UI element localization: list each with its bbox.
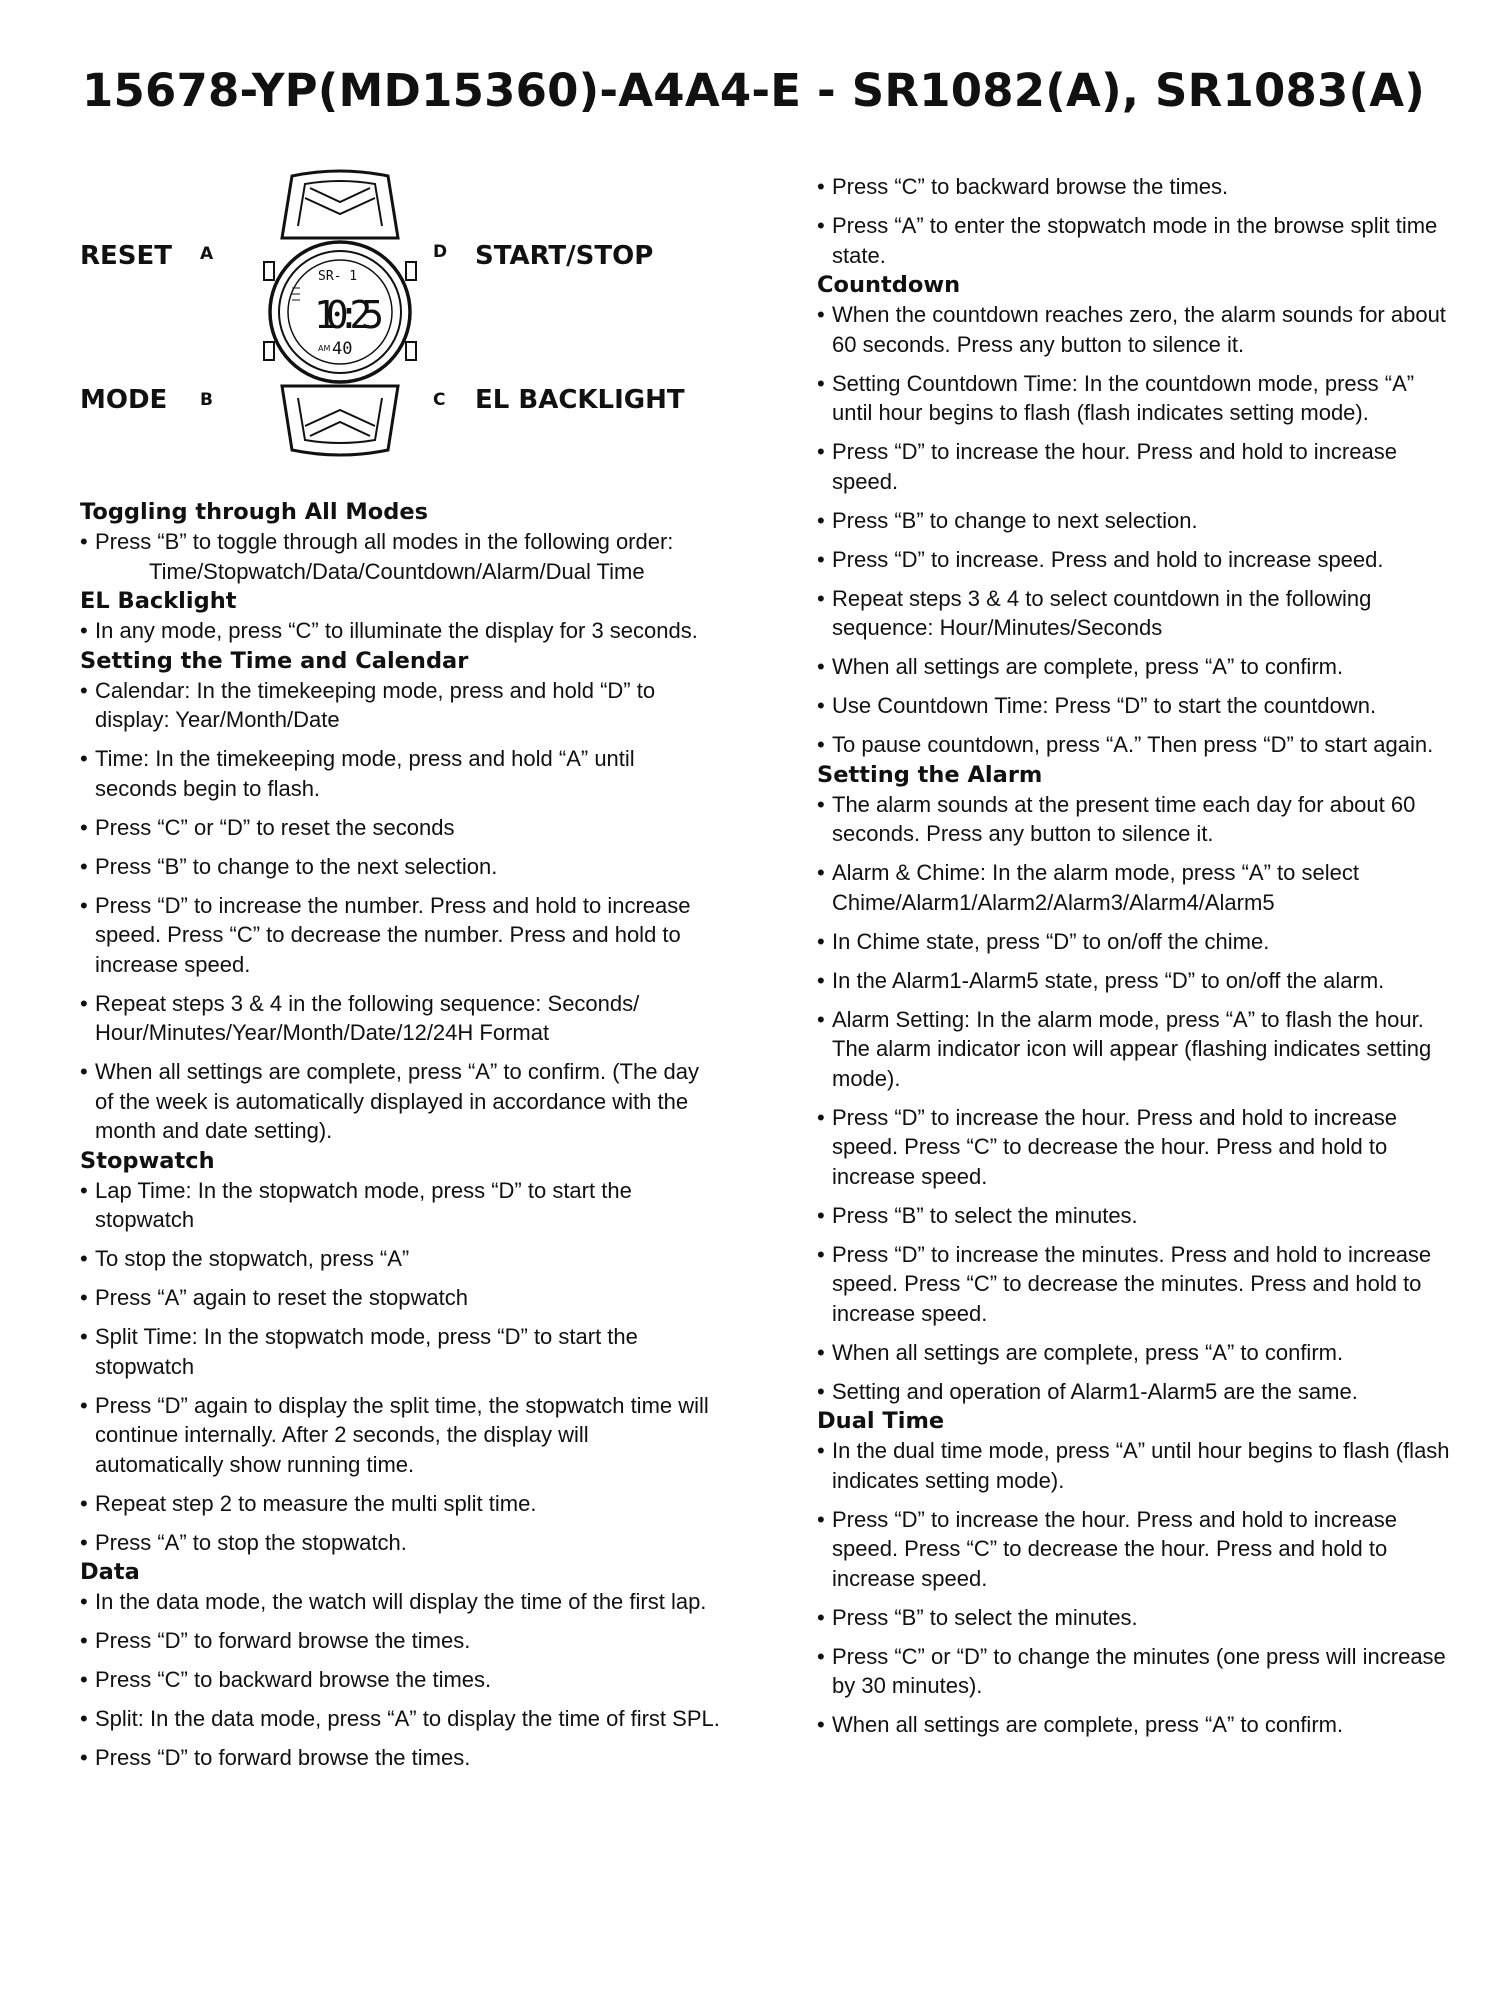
list-item: • The alarm sounds at the present time each day for about 60 seconds. Press any button to silence it. bbox=[817, 790, 1457, 849]
list-item: • Press “D” to increase. Press and hold to increase speed. bbox=[817, 545, 1457, 575]
button-a-letter: A bbox=[200, 244, 214, 264]
section-title-alarm: Setting the Alarm bbox=[817, 761, 1043, 788]
page-title: 15678-YP(MD15360)-A4A4-E - SR1082(A), SR1083(A) bbox=[82, 64, 1426, 117]
list-item: • Press “B” to change to next selection. bbox=[817, 506, 1457, 536]
list-item: • Press “A” to enter the stopwatch mode in the browse split time state. bbox=[817, 211, 1457, 270]
data-list bbox=[80, 1587, 720, 1773]
list-item: • Press “C” or “D” to change the minutes (one press will increase by 30 minutes). bbox=[817, 1642, 1457, 1701]
list-item: • Lap Time: In the stopwatch mode, press “D” to start the stopwatch bbox=[80, 1176, 720, 1235]
list-item: • To pause countdown, press “A.” Then press “D” to start again. bbox=[817, 730, 1457, 760]
list-item: • Press “C” to backward browse the times. bbox=[80, 1665, 720, 1695]
right-column bbox=[817, 172, 1457, 1741]
list-item: • Repeat steps 3 & 4 to select countdown in the following sequence: Hour/Minutes/Seconds bbox=[817, 584, 1457, 643]
left-column bbox=[80, 498, 720, 1774]
list-item: • When all settings are complete, press “A” to confirm. bbox=[817, 1338, 1457, 1368]
data-continued-list bbox=[817, 172, 1457, 270]
list-item: • In Chime state, press “D” to on/off the chime. bbox=[817, 927, 1457, 957]
list-item: • Press “B” to select the minutes. bbox=[817, 1603, 1457, 1633]
start-stop-label: START/STOP bbox=[475, 241, 654, 271]
list-item: • When all settings are complete, press “A” to confirm. bbox=[817, 652, 1457, 682]
button-d-letter: D bbox=[433, 242, 448, 262]
list-item: • Press “B” to change to the next selection. bbox=[80, 852, 720, 882]
list-item: • Press “C” or “D” to reset the seconds bbox=[80, 813, 720, 843]
list-item: • Calendar: In the timekeeping mode, press and hold “D” to display: Year/Month/Date bbox=[80, 676, 720, 735]
list-item: • In any mode, press “C” to illuminate the display for 3 seconds. bbox=[80, 616, 720, 646]
list-item: • When the countdown reaches zero, the alarm sounds for about 60 seconds. Press any button to silence it. bbox=[817, 300, 1457, 359]
list-item: • When all settings are complete, press “A” to confirm. bbox=[817, 1710, 1457, 1740]
list-item: • Press “D” again to display the split time, the stopwatch time will continue internally. After 2 seconds, the display will automatically show running time. bbox=[80, 1391, 720, 1480]
list-item: • In the Alarm1-Alarm5 state, press “D” to on/off the alarm. bbox=[817, 966, 1457, 996]
countdown-list bbox=[817, 300, 1457, 760]
section-title-time: Setting the Time and Calendar bbox=[80, 647, 469, 674]
list-item: • Press “A” to stop the stopwatch. bbox=[80, 1528, 720, 1558]
stopwatch-list bbox=[80, 1176, 720, 1558]
list-item: • Press “D” to forward browse the times. bbox=[80, 1743, 720, 1773]
list-item: • When all settings are complete, press “A” to confirm. (The day of the week is automatically displayed in accordance with the month and date setting). bbox=[80, 1057, 720, 1146]
time-list bbox=[80, 676, 720, 1146]
toggling-list bbox=[80, 527, 720, 586]
backlight-list bbox=[80, 616, 720, 646]
reset-label: RESET bbox=[80, 241, 173, 271]
list-item: • Repeat step 2 to measure the multi split time. bbox=[80, 1489, 720, 1519]
list-item bbox=[80, 527, 720, 586]
list-item: • Alarm & Chime: In the alarm mode, press “A” to select Chime/Alarm1/Alarm2/Alarm3/Alarm4/Alarm5 bbox=[817, 858, 1457, 917]
list-item: • Alarm Setting: In the alarm mode, press “A” to flash the hour. The alarm indicator icon will appear (flashing indicates setting mode). bbox=[817, 1005, 1457, 1094]
list-item: • Time: In the timekeeping mode, press and hold “A” until seconds begin to flash. bbox=[80, 744, 720, 803]
list-item: • Press “D” to increase the hour. Press and hold to increase speed. Press “C” to decrease the hour. Press and hold to increase speed. bbox=[817, 1505, 1457, 1594]
section-title-backlight: EL Backlight bbox=[80, 588, 237, 614]
section-title-dual-time: Dual Time bbox=[817, 1408, 945, 1434]
list-item: • To stop the stopwatch, press “A” bbox=[80, 1244, 720, 1274]
list-item: • Split: In the data mode, press “A” to display the time of first SPL. bbox=[80, 1704, 720, 1734]
dual-time-list bbox=[817, 1436, 1457, 1740]
list-item: • Press “D” to increase the minutes. Press and hold to increase speed. Press “C” to decrease the minutes. Press and hold to increase speed. bbox=[817, 1240, 1457, 1329]
list-item: • Press “D” to forward browse the times. bbox=[80, 1626, 720, 1656]
list-item: • In the data mode, the watch will display the time of the first lap. bbox=[80, 1587, 720, 1617]
list-item: • Press “A” again to reset the stopwatch bbox=[80, 1283, 720, 1313]
section-title-stopwatch: Stopwatch bbox=[80, 1147, 215, 1174]
list-item: • Split Time: In the stopwatch mode, press “D” to start the stopwatch bbox=[80, 1322, 720, 1381]
button-c-letter: C bbox=[433, 390, 446, 410]
watch-diagram bbox=[80, 168, 720, 468]
list-item: • Setting and operation of Alarm1-Alarm5 are the same. bbox=[817, 1377, 1457, 1407]
watch-icon bbox=[250, 168, 430, 458]
section-title-countdown: Countdown bbox=[817, 272, 961, 298]
display-main-text: 10:25 bbox=[314, 293, 384, 337]
list-item: • Press “B” to select the minutes. bbox=[817, 1201, 1457, 1231]
list-item: • Repeat steps 3 & 4 in the following sequence: Seconds/ Hour/Minutes/Year/Month/Date/12/24H Format bbox=[80, 989, 720, 1048]
section-title-data: Data bbox=[80, 1559, 140, 1585]
list-item: • Press “C” to backward browse the times. bbox=[817, 172, 1457, 202]
display-am-text: AM bbox=[318, 344, 331, 353]
el-backlight-label: EL BACKLIGHT bbox=[475, 385, 685, 415]
item-text: Press “B” to toggle through all modes in the following order: bbox=[95, 529, 674, 554]
display-small-text: 40 bbox=[332, 339, 353, 359]
alarm-list bbox=[817, 790, 1457, 1407]
list-item: • Use Countdown Time: Press “D” to start the countdown. bbox=[817, 691, 1457, 721]
list-item: • Setting Countdown Time: In the countdown mode, press “A” until hour begins to flash (flash indicates setting mode). bbox=[817, 369, 1457, 428]
list-item: • Press “D” to increase the hour. Press and hold to increase speed. Press “C” to decrease the hour. Press and hold to increase speed. bbox=[817, 1103, 1457, 1192]
list-item: • In the dual time mode, press “A” until hour begins to flash (flash indicates setting mode). bbox=[817, 1436, 1457, 1495]
list-item: • Press “D” to increase the hour. Press and hold to increase speed. bbox=[817, 437, 1457, 496]
button-b-letter: B bbox=[200, 390, 213, 410]
mode-order-text: Time/Stopwatch/Data/Countdown/Alarm/Dual Time bbox=[149, 558, 645, 584]
mode-label: MODE bbox=[80, 385, 168, 415]
list-item: • Press “D” to increase the number. Press and hold to increase speed. Press “C” to decrease the number. Press and hold to increase speed. bbox=[80, 891, 720, 980]
display-top-text: SR- 1 bbox=[318, 269, 358, 284]
section-title-toggling: Toggling through All Modes bbox=[80, 499, 428, 525]
